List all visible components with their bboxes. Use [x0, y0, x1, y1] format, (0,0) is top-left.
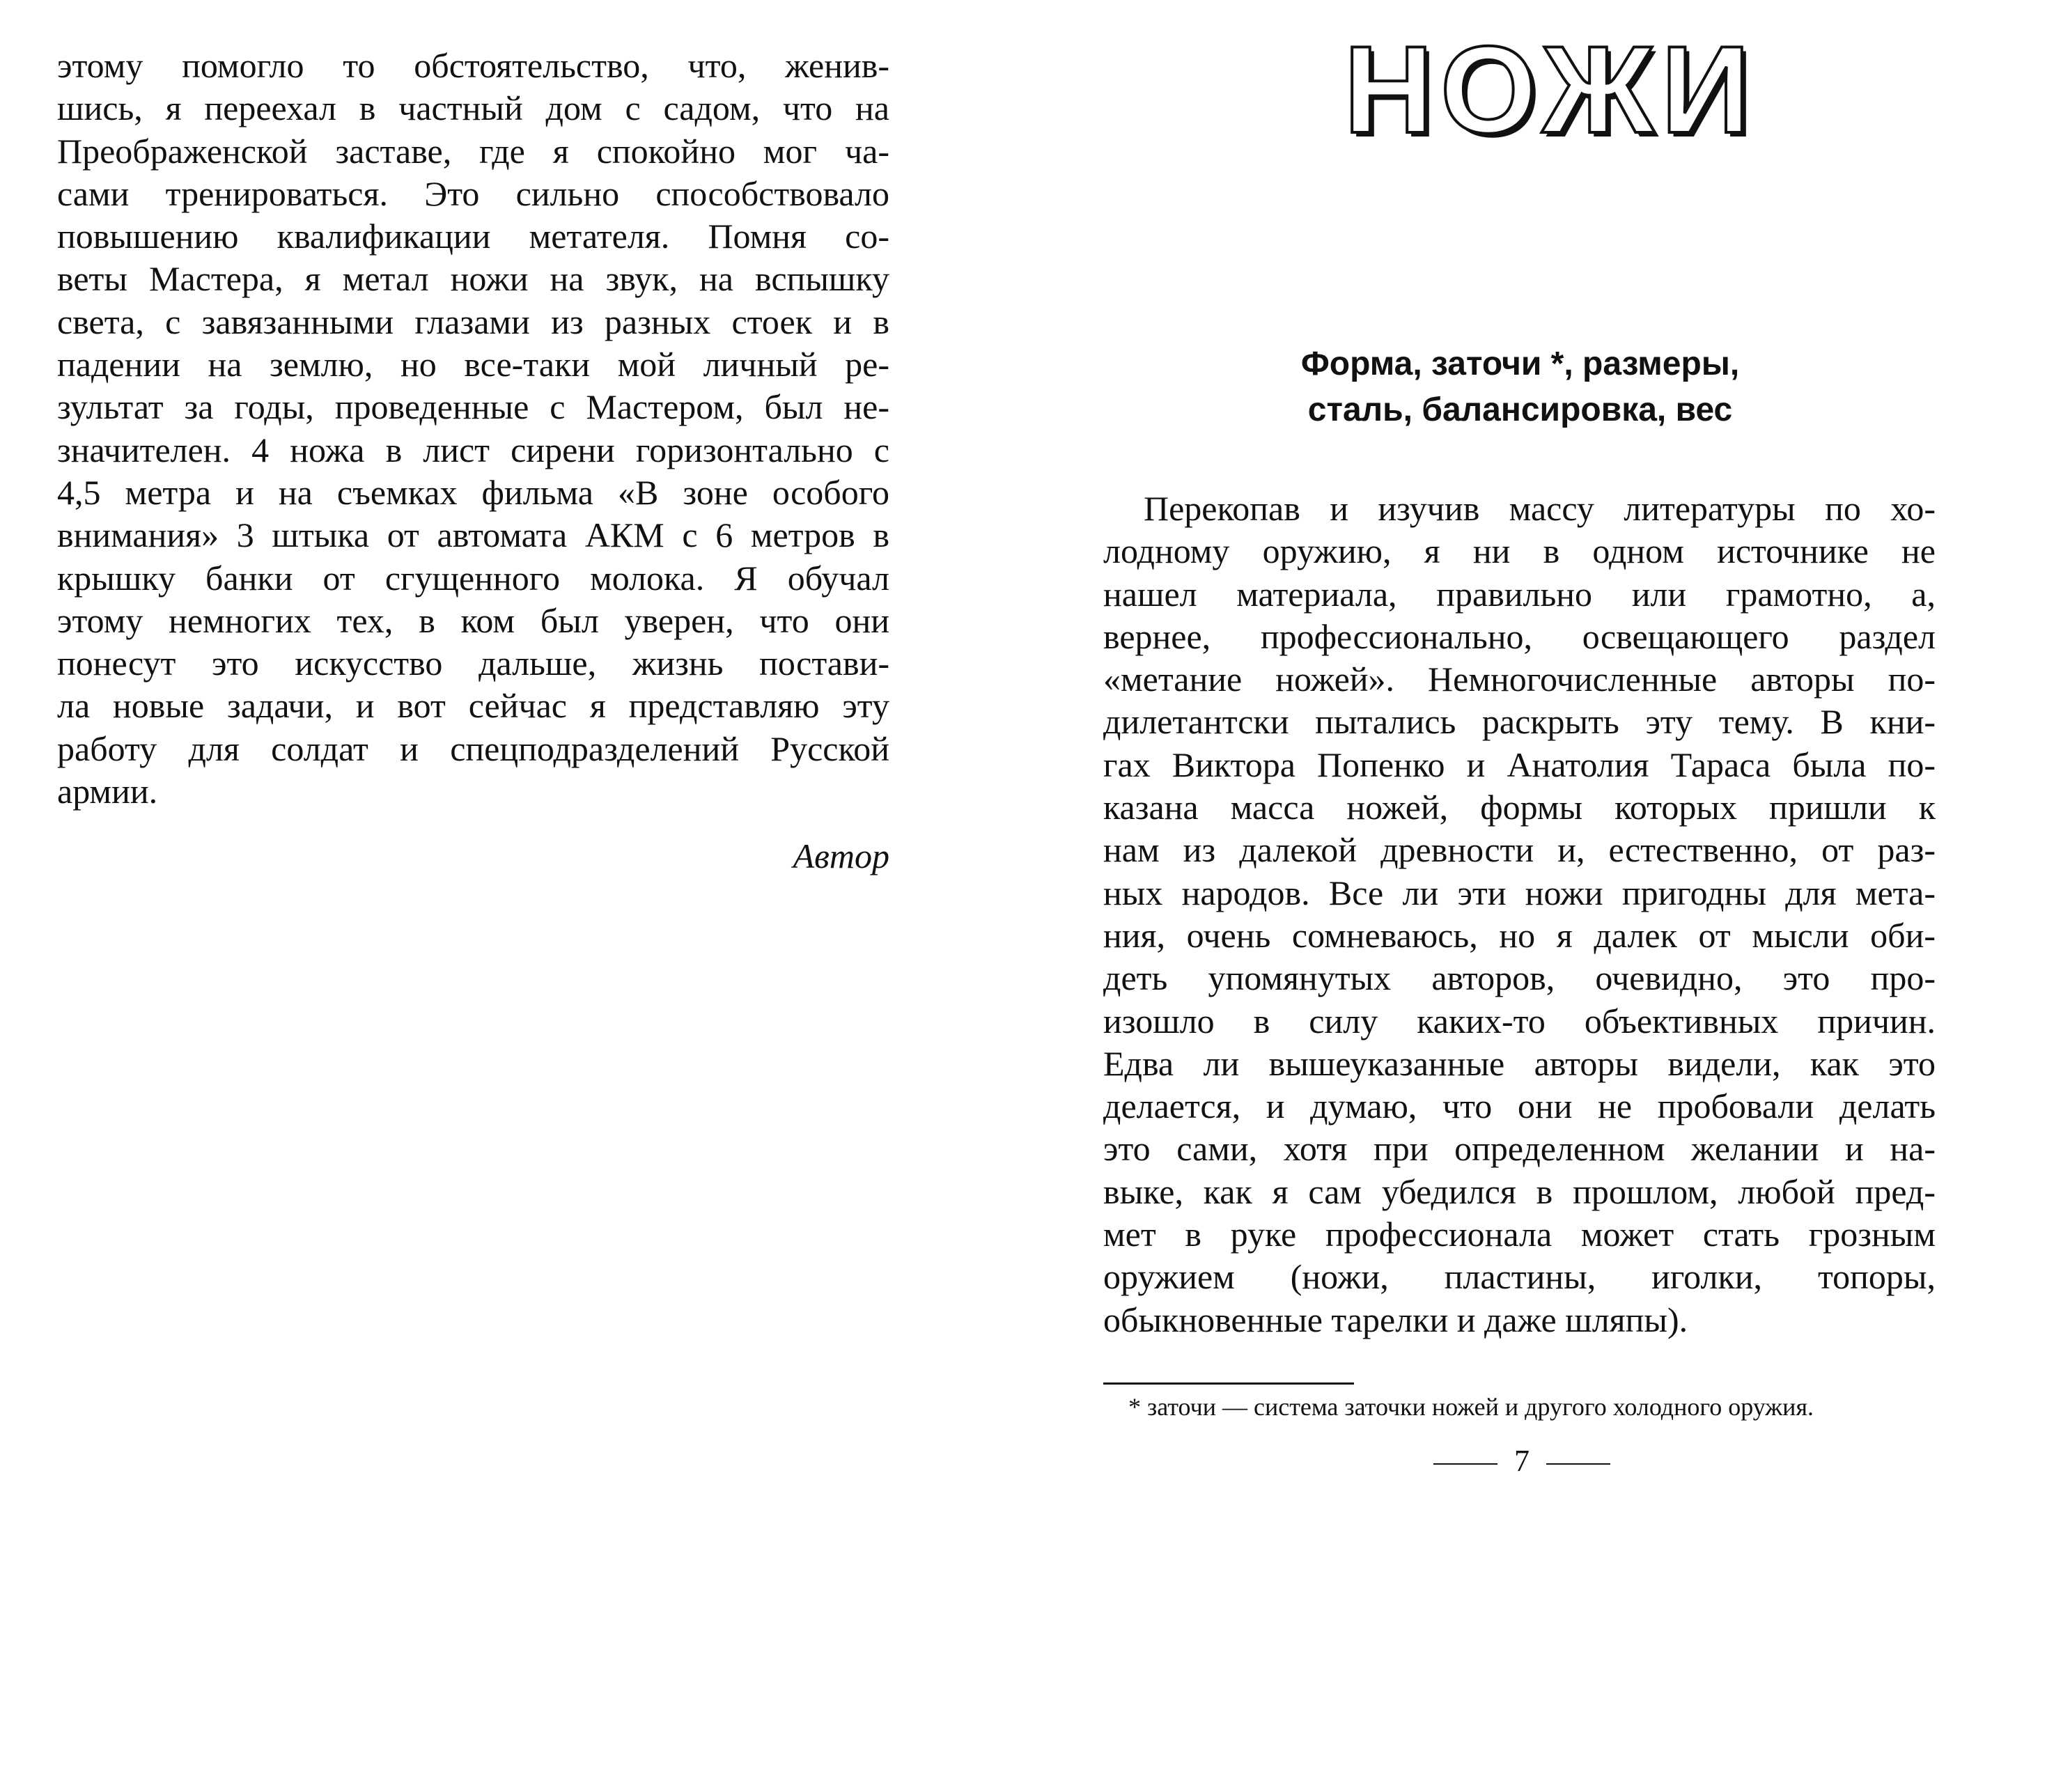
text-line-last: обыкновенные тарелки и даже шляпы). [1103, 1300, 1688, 1339]
section-heading-line: Форма, заточи *, размеры, [1300, 345, 1740, 382]
text-line: ла новые задачи, и вот сейчас я представляю эту [57, 686, 889, 726]
text-line: изошло в силу каких-то объективных причин. [1103, 1001, 1936, 1041]
text-line: сами тренироваться. Это сильно способствовало [57, 173, 889, 213]
text-line: этому помогло то обстоятельство, что, женив- [57, 46, 889, 85]
text-line-last: армии. [57, 772, 158, 811]
page-number-area [1031, 1442, 2013, 1481]
text-line: Едва ли вышеуказанные авторы видели, как это [1103, 1043, 1936, 1083]
text-line: шись, я переехал в частный дом с садом, что на [57, 88, 889, 128]
text-line: лодному оружию, я ни в одном источнике не [1103, 531, 1936, 571]
section-heading [1100, 341, 1940, 433]
text-line: внимания» 3 штыка от автомата АКМ с 6 метров в [57, 515, 889, 555]
left-page [0, 0, 996, 1792]
text-line: это сами, хотя при определенном желании и на- [1103, 1129, 1936, 1169]
text-line: этому немногих тех, в ком был уверен, что они [57, 600, 889, 640]
text-line: понесут это искусство дальше, жизнь постави- [57, 644, 889, 683]
text-line: вернее, профессионально, освещающего раздел [1103, 616, 1936, 656]
footnote-divider [1103, 1382, 1354, 1385]
text-line: выке, как я сам убедился в прошлом, любой пред- [1103, 1171, 1936, 1211]
text-line: света, с завязанными глазами из разных стоек и в [57, 302, 889, 341]
text-line: крышку банки от сгущенного молока. Я обучал [57, 558, 889, 598]
footnote: * заточи — система заточки ножей и другого холодного оружия. [1128, 1393, 1814, 1421]
chapter-title: НОЖИ [1344, 20, 1757, 159]
text-line: деть упомянутых авторов, очевидно, это про- [1103, 958, 1936, 998]
text-line: 4,5 метра и на съемках фильма «В зоне особого [57, 472, 889, 512]
text-line: зультат за годы, проведенные с Мастером, был не- [57, 387, 889, 427]
text-line: делается, и думаю, что они не пробовали делать [1103, 1086, 1936, 1126]
text-line-first: Перекопав и изучив массу литературы по хо- [1144, 489, 1936, 528]
text-line: падении на землю, но все-таки мой личный ре- [57, 345, 889, 384]
page-number-dash-left [1433, 1463, 1497, 1465]
left-body-text [57, 45, 889, 813]
text-line: работу для солдат и спецподразделений Русской [57, 729, 889, 768]
text-line: «метание ножей». Немногочисленные авторы по- [1103, 660, 1936, 699]
author-signature: Автор [793, 836, 889, 875]
text-line: дилетантски пытались раскрыть эту тему. В кни- [1103, 702, 1936, 742]
text-line: Преображенской заставе, где я спокойно мог ча- [57, 131, 889, 171]
text-line: ния, очень сомневаюсь, но я далек от мысли оби- [1103, 915, 1936, 955]
section-heading-line: сталь, балансировка, вес [1307, 391, 1733, 428]
text-line: казана масса ножей, формы которых пришли к [1103, 788, 1936, 827]
right-body-text [1103, 488, 1936, 1341]
text-line: значителен. 4 ножа в лист сирени горизонтально с [57, 430, 889, 469]
page-number: 7 [1514, 1444, 1530, 1478]
right-page [1031, 0, 2070, 1792]
text-line: нашел материала, правильно или грамотно, а, [1103, 574, 1936, 614]
text-line: ных народов. Все ли эти ножи пригодны для мета- [1103, 873, 1936, 912]
text-line: оружием (ножи, пластины, иголки, топоры, [1103, 1257, 1936, 1297]
page-number-dash-right [1546, 1463, 1610, 1465]
text-line: гах Виктора Попенко и Анатолия Тараса была по- [1103, 745, 1936, 784]
text-line: мет в руке профессионала может стать грозным [1103, 1215, 1936, 1254]
text-line: веты Мастера, я метал ножи на звук, на вспышку [57, 259, 889, 299]
text-line: повышению квалификации метателя. Помня со- [57, 217, 889, 256]
text-line: нам из далекой древности и, естественно, от раз- [1103, 830, 1936, 870]
